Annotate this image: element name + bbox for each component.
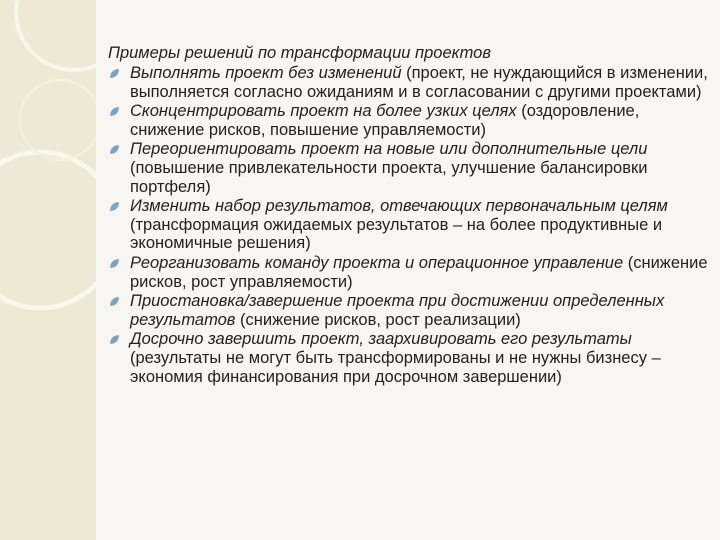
list-item [108,254,708,291]
item-emphasis: Сконцентрировать проект на более узких целях [130,102,517,121]
bullet-list [108,64,708,387]
item-detail: (повышение привлекательности проекта, улучшение балансировки портфеля) [130,158,648,196]
leaf-bullet-icon [109,68,120,79]
leaf-bullet-icon [109,201,120,212]
leaf-bullet-icon [109,144,120,155]
item-detail: (проект, не нуждающийся в изменении, выполняется согласно ожиданиям и в согласовании с другими проектами) [130,64,708,101]
list-item [108,330,708,386]
item-emphasis: Приостановка/завершение проекта при достижении определенных результатов [130,292,665,329]
item-emphasis: Переориентировать проект на новые или дополнительные цели [130,140,648,159]
item-detail: (снижение рисков, рост управляемости) [130,253,708,291]
list-item [108,64,708,101]
slide-heading: Примеры решений по трансформации проектов [108,44,491,62]
decorative-side-strip [0,0,96,540]
item-emphasis: Досрочно завершить проект, заархивировать его результаты [130,330,632,349]
item-detail: (результаты не могут быть трансформированы и не нужны бизнесу – экономия финансирования при досрочном завершении) [130,348,661,386]
item-emphasis: Изменить набор результатов, отвечающих первоначальным целям [130,197,668,216]
item-detail: (снижение рисков, рост реализации) [235,310,521,329]
item-detail: (трансформация ожидаемых результатов – на более продуктивные и экономичные решения) [130,215,663,253]
item-emphasis: Реорганизовать команду проекта и операционное управление [130,253,624,272]
decorative-circles [0,0,96,540]
item-emphasis: Выполнять проект без изменений [130,64,402,82]
leaf-bullet-icon [109,258,120,269]
slide-content [96,0,720,540]
list-item [108,292,708,329]
item-detail: (оздоровление, снижение рисков, повышение управляемости) [130,102,640,139]
list-item [108,140,708,196]
list-item [108,102,708,139]
leaf-bullet-icon [109,106,120,117]
list-item [108,197,708,253]
leaf-bullet-icon [109,334,120,345]
leaf-bullet-icon [109,296,120,307]
